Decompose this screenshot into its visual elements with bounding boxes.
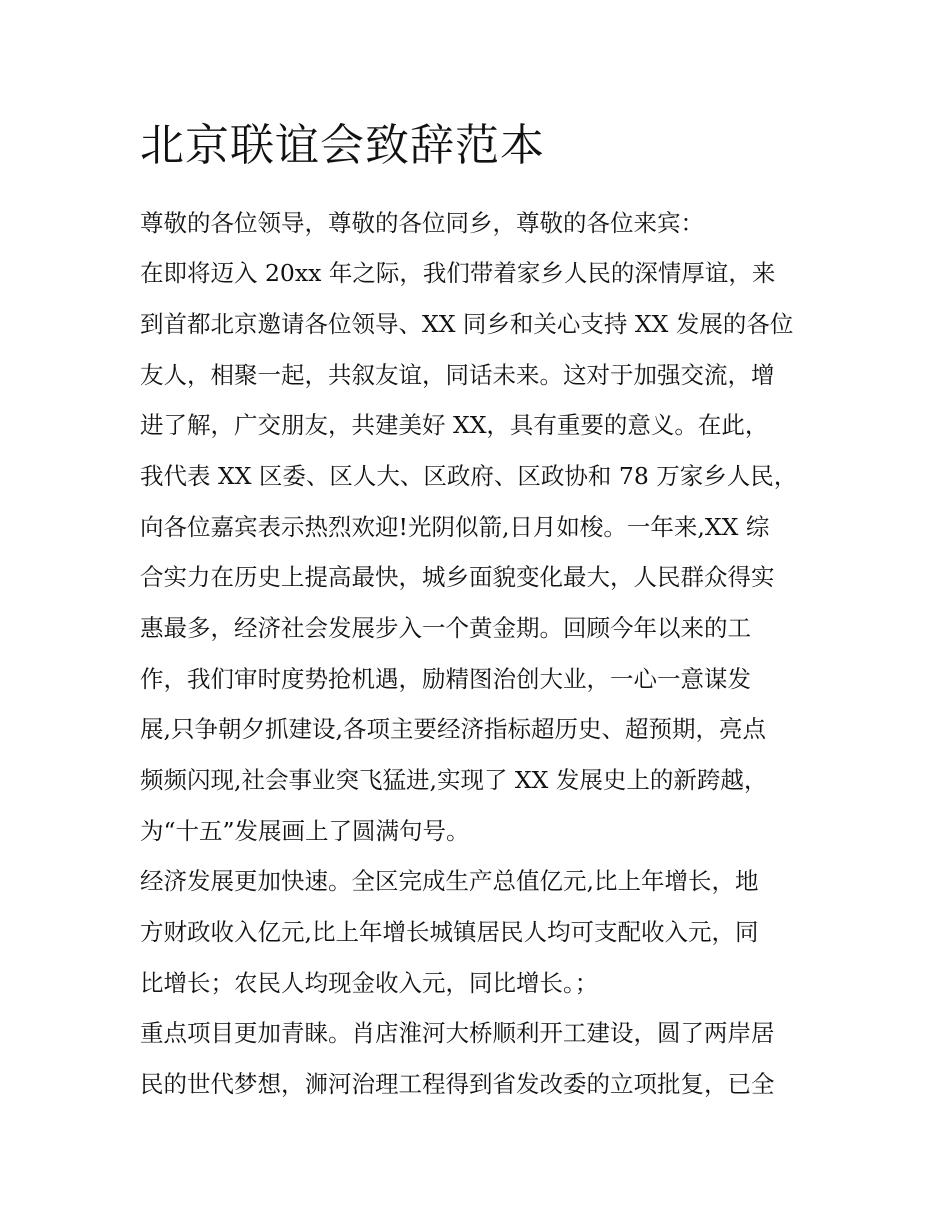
text-line: 民的世代梦想，浉河治理工程得到省发改委的立项批复，已全 [140,1070,775,1098]
text-line: 频频闪现,社会事业突飞猛进,实现了 XX 发展史上的新跨越， [140,766,768,794]
text-line: 方财政收入亿元,比上年增长城镇居民人均可支配收入元，同 [140,918,759,946]
text-line: 友人，相聚一起，共叙友谊，同话未来。这对于加强交流，增 [140,361,775,389]
text-line: 向各位嘉宾表示热烈欢迎!光阴似箭,日月如梭。一年来,XX 综 [140,513,770,541]
text-line: 比增长；农民人均现金收入元，同比增长。； [140,969,599,997]
document-title: 北京联谊会致辞范本 [140,120,545,171]
text-line: 我代表 XX 区委、区人大、区政府、区政协和 78 万家乡人民， [140,462,798,490]
text-line: 惠最多，经济社会发展步入一个黄金期。回顾今年以来的工 [140,614,751,642]
text-line: 经济发展更加快速。全区完成生产总值亿元,比上年增长，地 [140,867,759,895]
text-line: 合实力在历史上提高最快，城乡面貌变化最大，人民群众得实 [140,563,775,591]
text-line: 重点项目更加青睐。肖店淮河大桥顺利开工建设，圆了两岸居 [140,1019,775,1047]
text-line: 作，我们审时度势抢机遇，励精图治创大业，一心一意谋发 [140,665,751,693]
text-line: 到首都北京邀请各位领导、XX 同乡和关心支持 XX 发展的各位 [140,310,794,338]
text-line: 在即将迈入 20xx 年之际，我们带着家乡人民的深情厚谊，来 [140,259,776,287]
text-line: 进了解，广交朋友，共建美好 XX，具有重要的意义。在此， [140,411,769,439]
text-line: 展,只争朝夕抓建设,各项主要经济指标超历史、超预期，亮点 [140,715,766,743]
text-line: 为“十五”发展画上了圆满句号。 [140,817,470,845]
text-line: 尊敬的各位领导，尊敬的各位同乡，尊敬的各位来宾： [140,209,704,237]
